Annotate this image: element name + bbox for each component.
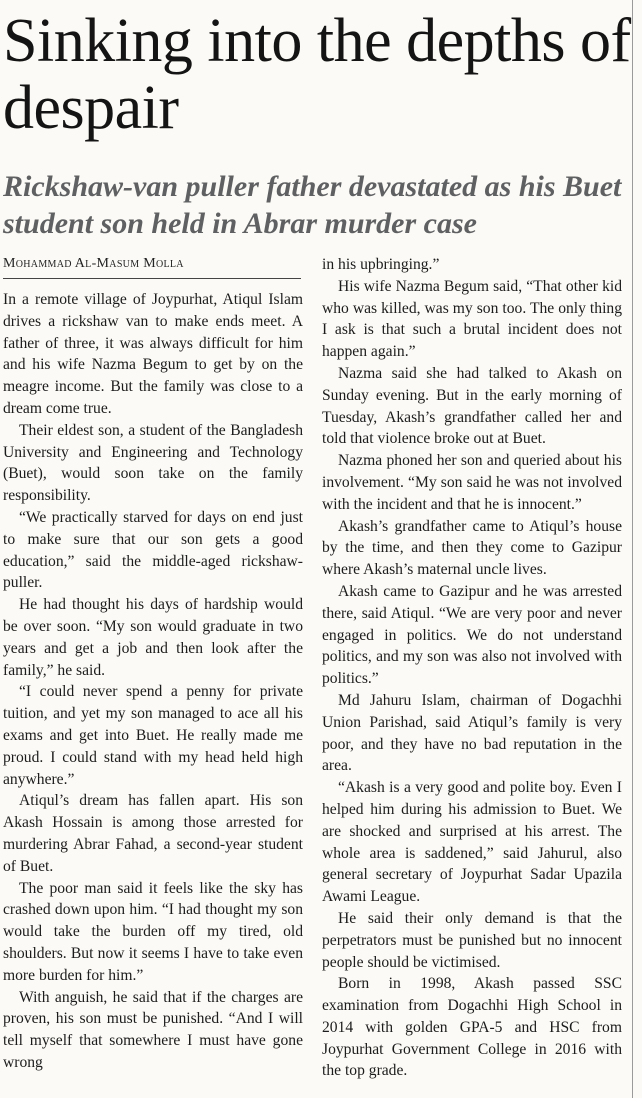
paragraph: In a remote village of Joypurhat, Atiqul Islam drives a rickshaw van to make ends meet. A father of three, it was always difficult for him and his wife Nazma Begum to get by on the meagre income. But the family was close to a dream come true. — [3, 291, 303, 417]
paragraph: Akash’s grandfather came to Atiqul’s house by the time, and then they come to Gazipur where Akash’s maternal uncle lives. — [322, 517, 622, 579]
paragraph: Their eldest son, a student of the Bangladesh University and Engineering and Technology (Buet), would soon take on the family responsibility. — [3, 421, 303, 505]
paragraph: “I could never spend a penny for private tuition, and yet my son managed to ace all his exams and get into Buet. He really made me proud. I could stand with my head held high anywhere.” — [3, 683, 303, 788]
article-column-right — [322, 254, 622, 1082]
subheadline-deck: Rickshaw-van puller father devastated as his Buet student son held in Abrar murder case — [3, 170, 622, 240]
paragraph: “We practically starved for days on end just to make sure that our son gets a good education,” said the middle-aged rickshaw-puller. — [3, 508, 303, 592]
byline: Mohammad Al-Masum Molla — [3, 256, 184, 271]
paragraph: The poor man said it feels like the sky has crashed down upon him. “I had thought my son would take the burden off my tired, old shoulders. But now it seems I have to take even more burden for him.” — [3, 879, 303, 984]
paragraph: Md Jahuru Islam, chairman of Dogachhi Union Parishad, said Atiqul’s family is very poor, and they have no bad reputation in the area. — [322, 691, 622, 775]
paragraph: Nazma said she had talked to Akash on Sunday evening. But in the early morning of Tuesday, Akash’s grandfather called her and told that violence broke out at Buet. — [322, 364, 622, 448]
paragraph: He had thought his days of hardship would be over soon. “My son would graduate in two years and get a job and then look after the family,” he said. — [3, 596, 303, 679]
paragraph: Atiqul’s dream has fallen apart. His son Akash Hossain is among those arrested for murdering Abrar Fahad, a second-year student of Buet. — [3, 792, 303, 875]
column-rule — [632, 0, 633, 1098]
paragraph: He said their only demand is that the perpetrators must be punished but no innocent people should be victimised. — [322, 909, 622, 971]
headline: Sinking into the depths of despair — [3, 7, 631, 142]
paragraph: Nazma phoned her son and queried about his involvement. “My son said he was not involved with the incident and that he is innocent.” — [322, 452, 622, 513]
paragraph-continued: in his upbringing.” — [322, 256, 440, 273]
paragraph: “Akash is a very good and polite boy. Even I helped him during his admission to Buet. We are shocked and surprised at his arrest. The whole area is saddened,” said Jahurul, also general secretary of Joypurhat Sadar Upazila Awami League. — [322, 779, 622, 906]
byline-rule — [3, 278, 301, 279]
paragraph: Akash came to Gazipur and he was arrested there, said Atiqul. “We are very poor and never engaged in politics. We do not understand politics, and my son was also not involved with politics.” — [322, 582, 622, 688]
paragraph: With anguish, he said that if the charges are proven, his son must be punished. “And I will tell myself that somewhere I must have gone wrong — [3, 988, 303, 1071]
article-column-left — [3, 289, 303, 1074]
paragraph: His wife Nazma Begum said, “That other kid who was killed, was my son too. The only thing I ask is that such a brutal incident does not happen again.” — [322, 277, 622, 361]
paragraph: Born in 1998, Akash passed SSC examination from Dogachhi High School in 2014 with golden GPA-5 and HSC from Joypurhat Government College in 2016 with the top grade. — [322, 975, 622, 1080]
